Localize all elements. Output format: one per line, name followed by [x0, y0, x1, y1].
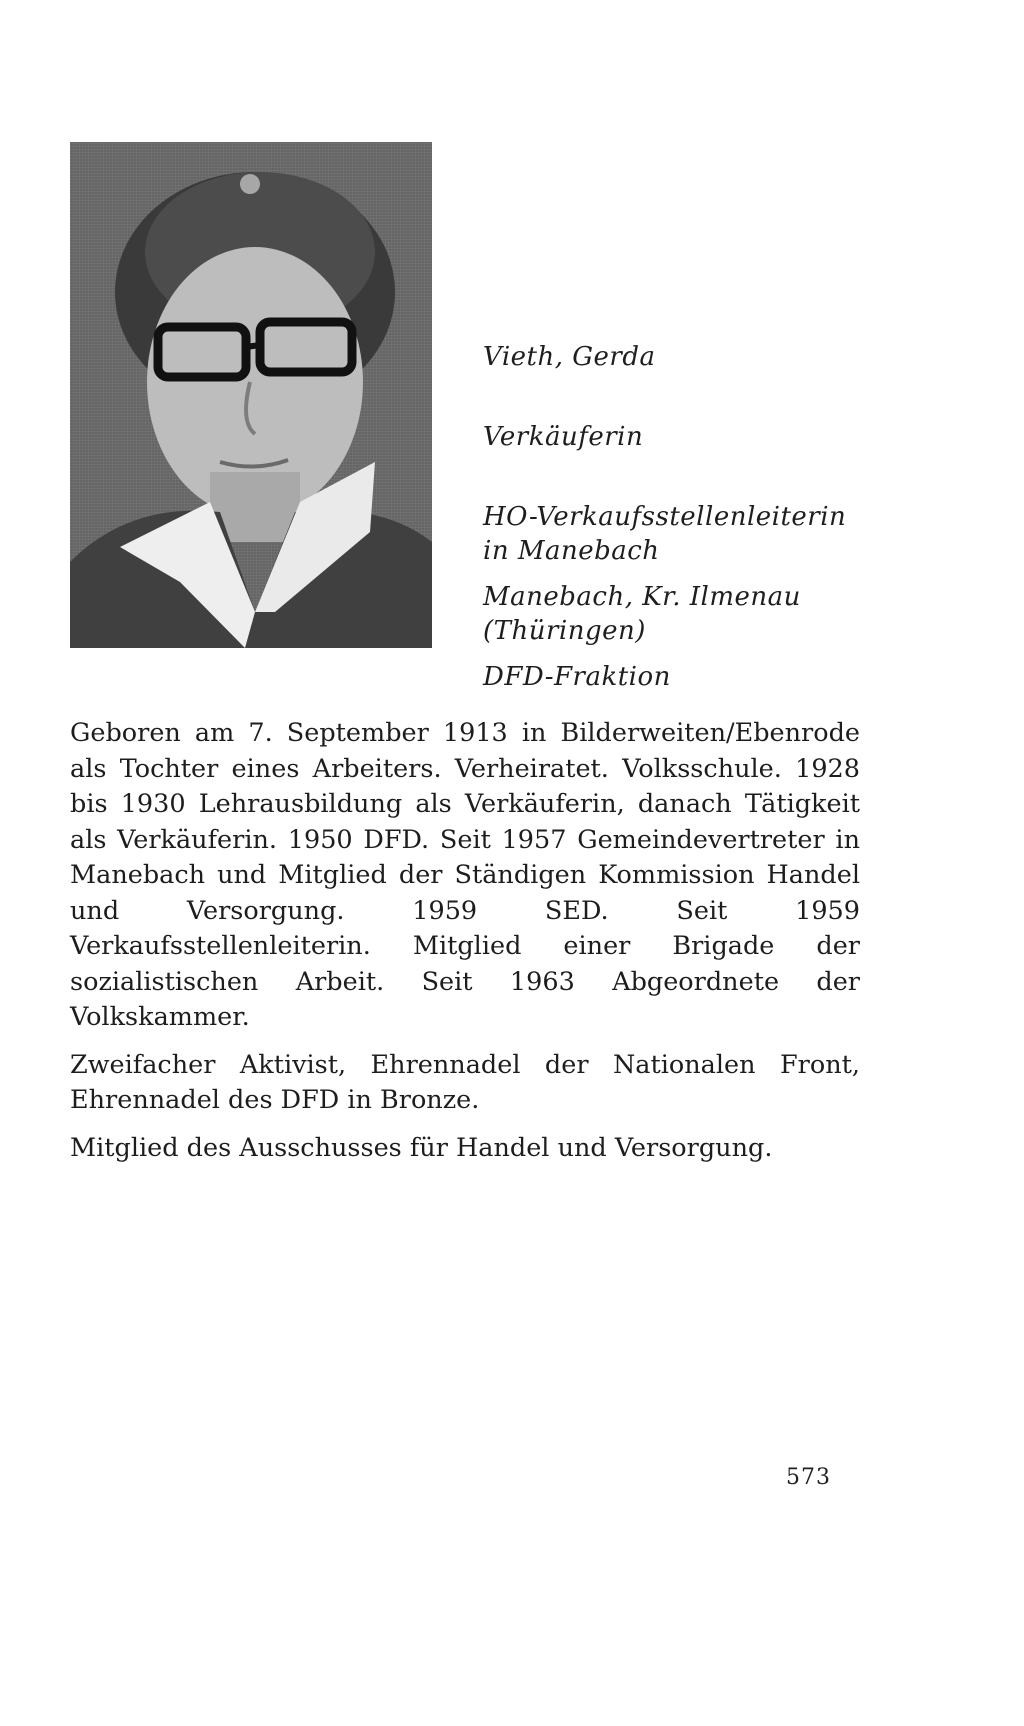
person-position-line1: HO-Verkaufsstellenleiterin: [483, 502, 847, 532]
person-header: [483, 340, 1003, 694]
portrait-photo: [70, 142, 432, 648]
person-profession: Verkäuferin: [483, 422, 644, 452]
person-position-line2: in Manebach: [483, 536, 660, 566]
person-name: Vieth, Gerda: [483, 342, 656, 372]
portrait-illustration: [70, 142, 432, 648]
biography: [70, 716, 860, 1178]
biography-paragraph: Mitglied des Ausschusses für Handel und Versorgung.: [70, 1132, 773, 1163]
person-residence-line2: (Thüringen): [483, 616, 646, 646]
page-number: 573: [786, 1465, 831, 1490]
biography-paragraph: Geboren am 7. September 1913 in Bilderweiten/Ebenrode als Tochter eines Arbeiters. Verheiratet. Volksschule. 1928 bis 1930 Lehrausbildung als Verkäuferin, danach Tätigkeit als Verkäuferin. 1950 DFD. Seit 1957 Gemeindevertreter in Manebach und Mitglied der Ständigen Kommission Handel und Versorgung. 1959 SED. Seit 1959 Verkaufsstellenleiterin. Mitglied einer Brigade der sozialistischen Arbeit. Seit 1963 Abgeordnete der Volkskammer.: [70, 718, 860, 1032]
biography-paragraph: Zweifacher Aktivist, Ehrennadel der Nationalen Front, Ehrennadel des DFD in Bronze.: [70, 1049, 860, 1115]
person-faction: DFD-Fraktion: [483, 662, 671, 692]
person-residence-line1: Manebach, Kr. Ilmenau: [483, 582, 801, 612]
